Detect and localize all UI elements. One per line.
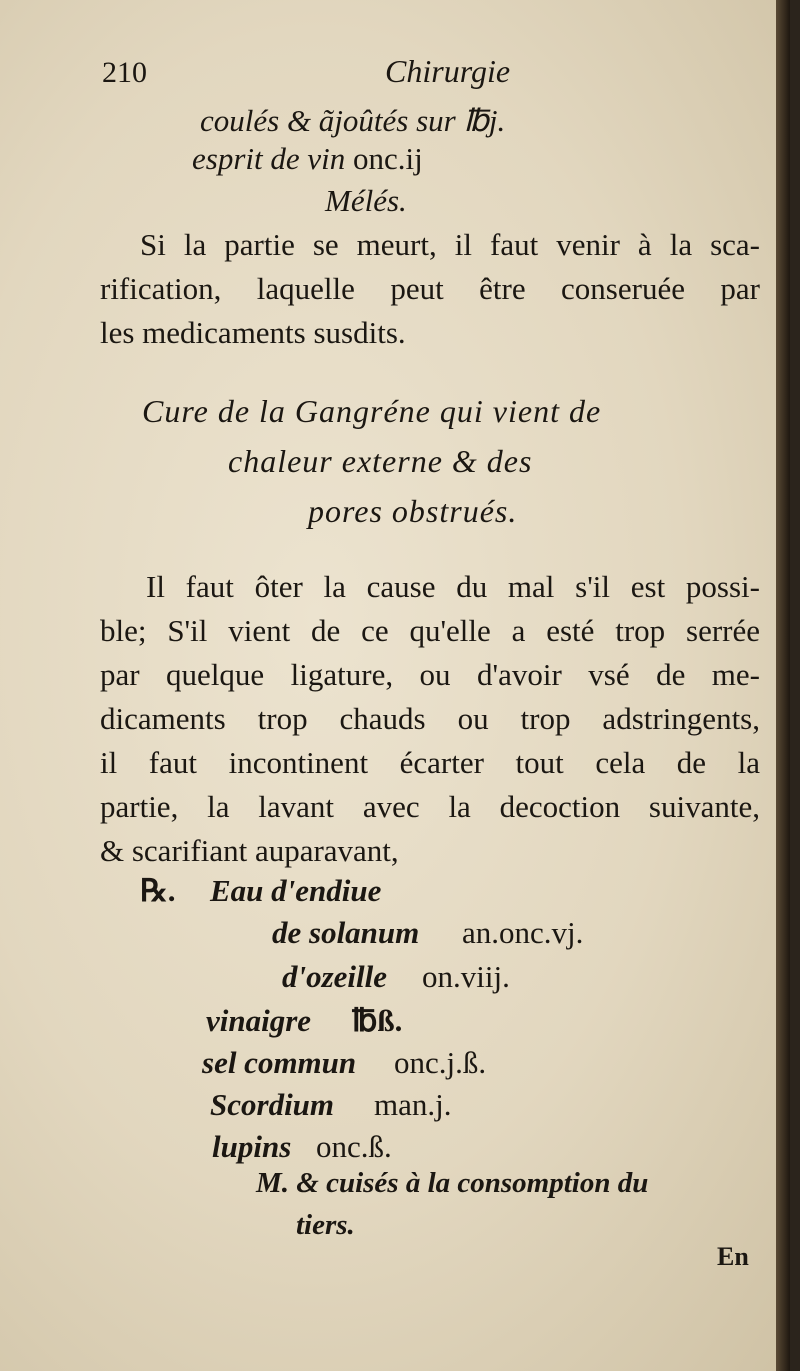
book-spine-shadow [776, 0, 790, 1371]
paragraph-2-line-4: dicaments trop chauds ou trop adstringents, [100, 701, 760, 736]
paragraph-2-line-7: & scarifiant auparavant, [100, 833, 399, 868]
paragraph-1-line-2: rification, laquelle peut être conseruée par [100, 271, 760, 306]
recipe-item-2-dose: an.onc.vj. [462, 915, 584, 950]
paragraph-2-line-6: partie, la lavant avec la decoction suivante, [100, 789, 760, 824]
recipe-item-7-name: lupins [212, 1129, 292, 1164]
recipe-item-5-dose: onc.j.ß. [394, 1045, 487, 1080]
recipe-symbol: ℞. [140, 873, 176, 908]
recipe-item-6-name: Scordium [210, 1087, 335, 1122]
section-heading-line-2: chaleur externe & des [228, 443, 533, 479]
paragraph-2-line-1: Il faut ôter la cause du mal s'il est possi- [146, 569, 760, 604]
recipe-top-line-3: Mélés. [325, 183, 407, 218]
paragraph-2-line-5: il faut incontinent écarter tout cela de la [100, 745, 760, 780]
recipe-item-4-name: vinaigre [206, 1003, 312, 1038]
section-heading-line-1: Cure de la Gangréne qui vient de [142, 393, 602, 429]
running-title: Chirurgie [385, 53, 511, 89]
recipe-top-line-2-ingredient: esprit de vin [192, 141, 346, 176]
recipe-item-7-dose: onc.ß. [316, 1129, 392, 1164]
recipe-item-4-dose: ℔ß. [352, 1003, 403, 1038]
recipe-item-3-name: d'ozeille [282, 959, 388, 994]
page-number: 210 [102, 56, 147, 89]
recipe-item-2-name: de solanum [272, 915, 420, 950]
recipe-item-3-dose: on.viij. [422, 959, 510, 994]
recipe-top-line-2 [192, 140, 423, 178]
recipe-instruction-line-1: M. & cuisés à la consomption du [256, 1167, 649, 1199]
recipe-item-1-name: Eau d'endiue [210, 873, 382, 908]
paragraph-1-line-1: Si la partie se meurt, il faut venir à la sca- [140, 227, 760, 262]
recipe-instruction-line-2: tiers. [296, 1209, 355, 1241]
section-heading-line-3: pores obstrués. [308, 493, 518, 529]
paragraph-2-line-2: ble; S'il vient de ce qu'elle a esté trop serrée [100, 613, 760, 648]
recipe-top-line-2-dose: onc.ij [353, 141, 423, 176]
recipe-top-line-1: coulés & ãjoûtés sur ℔j. [200, 103, 506, 138]
recipe-item-6-dose: man.j. [374, 1087, 452, 1122]
recipe-item-5-name: sel commun [202, 1045, 357, 1080]
catchword: En [717, 1242, 749, 1271]
paragraph-2-line-3: par quelque ligature, ou d'avoir vsé de me- [100, 657, 760, 692]
paragraph-1-line-3: les medicaments susdits. [100, 315, 406, 350]
